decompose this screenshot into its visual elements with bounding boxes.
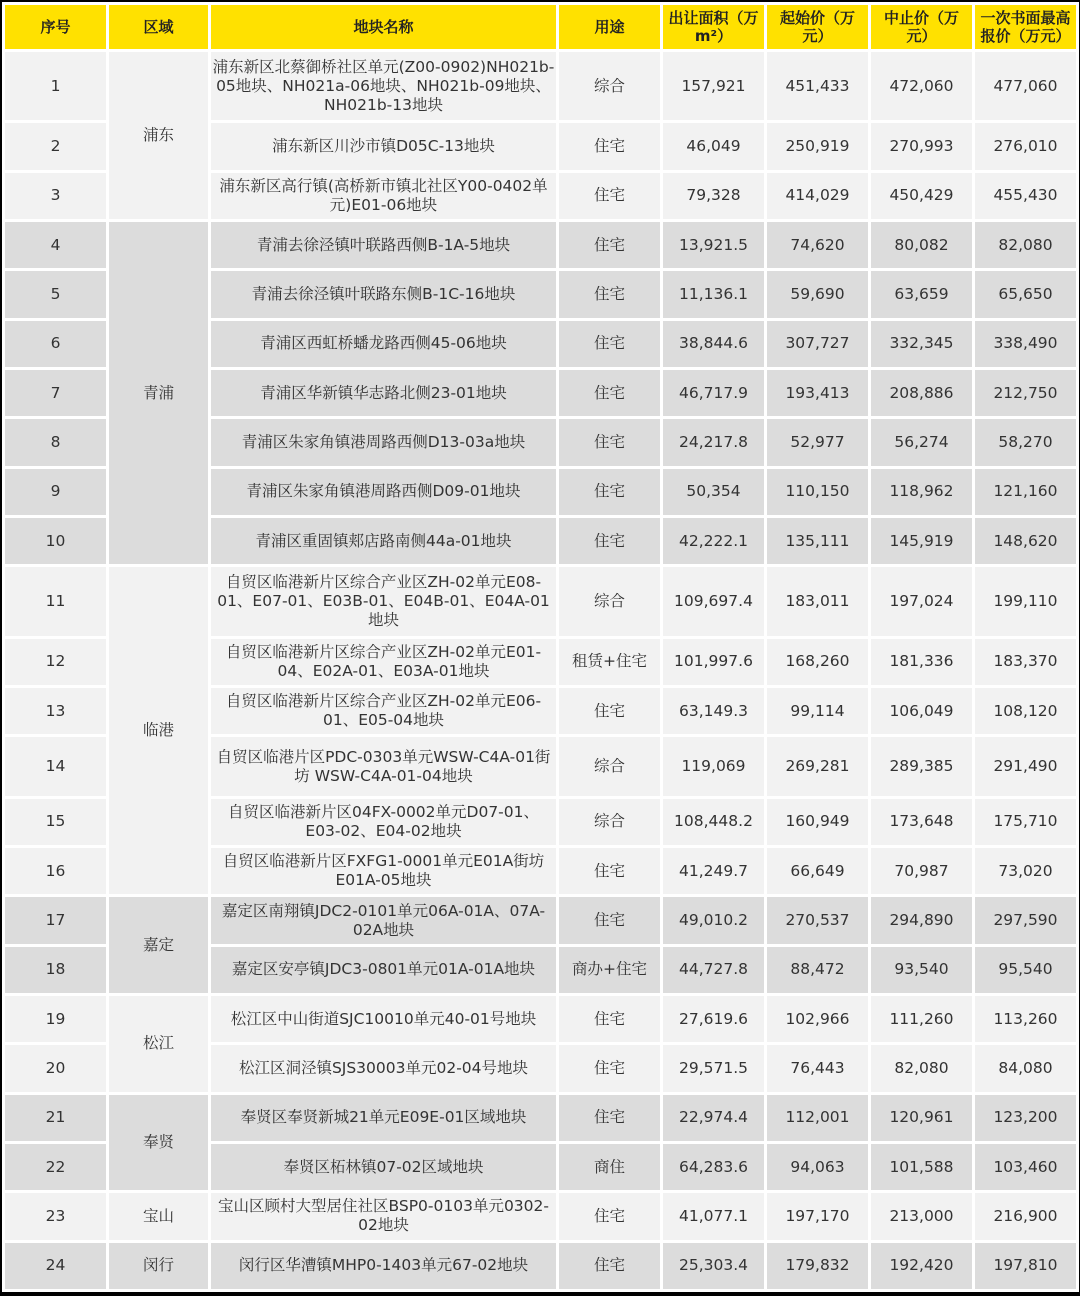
header-top-bid: 一次书面最高报价（万元） — [975, 5, 1076, 49]
usage-cell: 住宅 — [559, 1045, 660, 1091]
top-bid-cell: 95,540 — [975, 947, 1076, 993]
row-seq: 2 — [5, 123, 106, 169]
start-price-cell: 179,832 — [767, 1243, 868, 1289]
stop-price-cell: 70,987 — [871, 848, 972, 894]
row-seq: 18 — [5, 947, 106, 993]
row-seq: 4 — [5, 222, 106, 268]
region-cell: 闵行 — [109, 1243, 208, 1289]
land-parcel-name: 奉贤区柘林镇07-02区域地块 — [211, 1144, 556, 1190]
stop-price-cell: 101,588 — [871, 1144, 972, 1190]
header-name: 地块名称 — [211, 5, 556, 49]
area-cell: 64,283.6 — [663, 1144, 764, 1190]
usage-cell: 住宅 — [559, 848, 660, 894]
usage-cell: 住宅 — [559, 897, 660, 943]
land-parcel-name: 嘉定区安亭镇JDC3-0801单元01A-01A地块 — [211, 947, 556, 993]
top-bid-cell: 65,650 — [975, 271, 1076, 317]
land-parcel-name: 松江区洞泾镇SJS30003单元02-04号地块 — [211, 1045, 556, 1091]
table-row — [5, 222, 1076, 268]
usage-cell: 商住 — [559, 1144, 660, 1190]
start-price-cell: 66,649 — [767, 848, 868, 894]
top-bid-cell: 477,060 — [975, 52, 1076, 120]
row-seq: 22 — [5, 1144, 106, 1190]
area-cell: 41,249.7 — [663, 848, 764, 894]
usage-cell: 住宅 — [559, 173, 660, 219]
usage-cell: 租赁+住宅 — [559, 639, 660, 685]
row-seq: 7 — [5, 370, 106, 416]
usage-cell: 住宅 — [559, 419, 660, 465]
area-cell: 63,149.3 — [663, 688, 764, 734]
start-price-cell: 94,063 — [767, 1144, 868, 1190]
area-cell: 108,448.2 — [663, 799, 764, 845]
region-cell: 青浦 — [109, 222, 208, 564]
top-bid-cell: 183,370 — [975, 639, 1076, 685]
land-parcel-name: 自贸区临港新片区综合产业区ZH-02单元E08-01、E07-01、E03B-01、E04B-01、E04A-01地块 — [211, 567, 556, 635]
top-bid-cell: 338,490 — [975, 321, 1076, 367]
stop-price-cell: 197,024 — [871, 567, 972, 635]
usage-cell: 住宅 — [559, 1193, 660, 1239]
area-cell: 13,921.5 — [663, 222, 764, 268]
top-bid-cell: 216,900 — [975, 1193, 1076, 1239]
usage-cell: 综合 — [559, 799, 660, 845]
area-cell: 157,921 — [663, 52, 764, 120]
start-price-cell: 102,966 — [767, 996, 868, 1042]
stop-price-cell: 450,429 — [871, 173, 972, 219]
table-row — [5, 996, 1076, 1042]
top-bid-cell: 297,590 — [975, 897, 1076, 943]
row-seq: 21 — [5, 1095, 106, 1141]
top-bid-cell: 197,810 — [975, 1243, 1076, 1289]
stop-price-cell: 63,659 — [871, 271, 972, 317]
area-cell: 44,727.8 — [663, 947, 764, 993]
area-cell: 101,997.6 — [663, 639, 764, 685]
area-cell: 24,217.8 — [663, 419, 764, 465]
area-cell: 119,069 — [663, 737, 764, 795]
header-stop-price: 中止价（万元） — [871, 5, 972, 49]
row-seq: 12 — [5, 639, 106, 685]
land-parcel-name: 自贸区临港新片区FXFG1-0001单元E01A街坊E01A-05地块 — [211, 848, 556, 894]
row-seq: 19 — [5, 996, 106, 1042]
area-cell: 49,010.2 — [663, 897, 764, 943]
start-price-cell: 112,001 — [767, 1095, 868, 1141]
land-parcel-name: 青浦区朱家角镇港周路西侧D09-01地块 — [211, 469, 556, 515]
region-cell: 临港 — [109, 567, 208, 894]
stop-price-cell: 118,962 — [871, 469, 972, 515]
region-cell: 宝山 — [109, 1193, 208, 1239]
stop-price-cell: 213,000 — [871, 1193, 972, 1239]
stop-price-cell: 472,060 — [871, 52, 972, 120]
stop-price-cell: 270,993 — [871, 123, 972, 169]
area-cell: 41,077.1 — [663, 1193, 764, 1239]
table-row — [5, 1243, 1076, 1289]
usage-cell: 住宅 — [559, 123, 660, 169]
top-bid-cell: 82,080 — [975, 222, 1076, 268]
header-row — [5, 5, 1076, 49]
table-row — [5, 1095, 1076, 1141]
land-parcel-name: 闵行区华漕镇MHP0-1403单元67-02地块 — [211, 1243, 556, 1289]
area-cell: 46,717.9 — [663, 370, 764, 416]
land-parcel-name: 青浦区朱家角镇港周路西侧D13-03a地块 — [211, 419, 556, 465]
land-parcel-name: 松江区中山街道SJC10010单元40-01号地块 — [211, 996, 556, 1042]
row-seq: 1 — [5, 52, 106, 120]
top-bid-cell: 113,260 — [975, 996, 1076, 1042]
row-seq: 23 — [5, 1193, 106, 1239]
start-price-cell: 110,150 — [767, 469, 868, 515]
start-price-cell: 76,443 — [767, 1045, 868, 1091]
start-price-cell: 197,170 — [767, 1193, 868, 1239]
top-bid-cell: 73,020 — [975, 848, 1076, 894]
region-cell: 嘉定 — [109, 897, 208, 993]
table-row — [5, 567, 1076, 635]
stop-price-cell: 192,420 — [871, 1243, 972, 1289]
start-price-cell: 59,690 — [767, 271, 868, 317]
top-bid-cell: 455,430 — [975, 173, 1076, 219]
stop-price-cell: 80,082 — [871, 222, 972, 268]
land-parcel-name: 浦东新区高行镇(高桥新市镇北社区Y00-0402单元)E01-06地块 — [211, 173, 556, 219]
usage-cell: 住宅 — [559, 1243, 660, 1289]
header-area: 出让面积（万m²） — [663, 5, 764, 49]
stop-price-cell: 173,648 — [871, 799, 972, 845]
top-bid-cell: 108,120 — [975, 688, 1076, 734]
land-parcel-name: 自贸区临港新片区综合产业区ZH-02单元E06-01、E05-04地块 — [211, 688, 556, 734]
area-cell: 27,619.6 — [663, 996, 764, 1042]
land-parcel-name: 青浦区西虹桥蟠龙路西侧45-06地块 — [211, 321, 556, 367]
stop-price-cell: 82,080 — [871, 1045, 972, 1091]
row-seq: 17 — [5, 897, 106, 943]
usage-cell: 住宅 — [559, 1095, 660, 1141]
row-seq: 5 — [5, 271, 106, 317]
land-parcel-name: 青浦去徐泾镇叶联路西侧B-1A-5地块 — [211, 222, 556, 268]
land-parcel-name: 青浦区华新镇华志路北侧23-01地块 — [211, 370, 556, 416]
header-usage: 用途 — [559, 5, 660, 49]
row-seq: 6 — [5, 321, 106, 367]
stop-price-cell: 56,274 — [871, 419, 972, 465]
area-cell: 109,697.4 — [663, 567, 764, 635]
land-parcel-name: 浦东新区川沙市镇D05C-13地块 — [211, 123, 556, 169]
stop-price-cell: 111,260 — [871, 996, 972, 1042]
row-seq: 15 — [5, 799, 106, 845]
top-bid-cell: 175,710 — [975, 799, 1076, 845]
land-parcel-name: 自贸区临港新片区综合产业区ZH-02单元E01-04、E02A-01、E03A-01地块 — [211, 639, 556, 685]
start-price-cell: 135,111 — [767, 518, 868, 564]
top-bid-cell: 276,010 — [975, 123, 1076, 169]
start-price-cell: 193,413 — [767, 370, 868, 416]
start-price-cell: 307,727 — [767, 321, 868, 367]
row-seq: 13 — [5, 688, 106, 734]
top-bid-cell: 148,620 — [975, 518, 1076, 564]
table-row — [5, 52, 1076, 120]
area-cell: 42,222.1 — [663, 518, 764, 564]
start-price-cell: 451,433 — [767, 52, 868, 120]
top-bid-cell: 103,460 — [975, 1144, 1076, 1190]
start-price-cell: 414,029 — [767, 173, 868, 219]
top-bid-cell: 291,490 — [975, 737, 1076, 795]
land-parcel-name: 宝山区顾村大型居住社区BSP0-0103单元0302-02地块 — [211, 1193, 556, 1239]
stop-price-cell: 294,890 — [871, 897, 972, 943]
usage-cell: 住宅 — [559, 321, 660, 367]
start-price-cell: 99,114 — [767, 688, 868, 734]
area-cell: 22,974.4 — [663, 1095, 764, 1141]
stop-price-cell: 106,049 — [871, 688, 972, 734]
usage-cell: 住宅 — [559, 996, 660, 1042]
area-cell: 11,136.1 — [663, 271, 764, 317]
top-bid-cell: 199,110 — [975, 567, 1076, 635]
stop-price-cell: 93,540 — [871, 947, 972, 993]
start-price-cell: 270,537 — [767, 897, 868, 943]
row-seq: 24 — [5, 1243, 106, 1289]
stop-price-cell: 181,336 — [871, 639, 972, 685]
row-seq: 10 — [5, 518, 106, 564]
start-price-cell: 168,260 — [767, 639, 868, 685]
top-bid-cell: 212,750 — [975, 370, 1076, 416]
land-parcel-name: 自贸区临港新片区04FX-0002单元D07-01、E03-02、E04-02地块 — [211, 799, 556, 845]
area-cell: 46,049 — [663, 123, 764, 169]
row-seq: 11 — [5, 567, 106, 635]
land-parcel-name: 浦东新区北蔡御桥社区单元(Z00-0902)NH021b-05地块、NH021a-06地块、NH021b-09地块、NH021b-13地块 — [211, 52, 556, 120]
row-seq: 20 — [5, 1045, 106, 1091]
land-parcel-name: 奉贤区奉贤新城21单元E09E-01区域地块 — [211, 1095, 556, 1141]
land-parcel-name: 自贸区临港片区PDC-0303单元WSW-C4A-01街坊 WSW-C4A-01-04地块 — [211, 737, 556, 795]
stop-price-cell: 289,385 — [871, 737, 972, 795]
region-cell: 奉贤 — [109, 1095, 208, 1191]
top-bid-cell: 123,200 — [975, 1095, 1076, 1141]
usage-cell: 住宅 — [559, 370, 660, 416]
row-seq: 14 — [5, 737, 106, 795]
usage-cell: 综合 — [559, 52, 660, 120]
row-seq: 16 — [5, 848, 106, 894]
area-cell: 25,303.4 — [663, 1243, 764, 1289]
header-seq: 序号 — [5, 5, 106, 49]
top-bid-cell: 121,160 — [975, 469, 1076, 515]
usage-cell: 综合 — [559, 737, 660, 795]
area-cell: 79,328 — [663, 173, 764, 219]
stop-price-cell: 145,919 — [871, 518, 972, 564]
area-cell: 38,844.6 — [663, 321, 764, 367]
area-cell: 29,571.5 — [663, 1045, 764, 1091]
usage-cell: 住宅 — [559, 469, 660, 515]
stop-price-cell: 332,345 — [871, 321, 972, 367]
start-price-cell: 88,472 — [767, 947, 868, 993]
start-price-cell: 52,977 — [767, 419, 868, 465]
usage-cell: 商办+住宅 — [559, 947, 660, 993]
usage-cell: 住宅 — [559, 518, 660, 564]
area-cell: 50,354 — [663, 469, 764, 515]
top-bid-cell: 58,270 — [975, 419, 1076, 465]
start-price-cell: 74,620 — [767, 222, 868, 268]
start-price-cell: 250,919 — [767, 123, 868, 169]
start-price-cell: 269,281 — [767, 737, 868, 795]
row-seq: 9 — [5, 469, 106, 515]
usage-cell: 住宅 — [559, 222, 660, 268]
region-cell: 松江 — [109, 996, 208, 1092]
usage-cell: 住宅 — [559, 271, 660, 317]
header-region: 区域 — [109, 5, 208, 49]
usage-cell: 综合 — [559, 567, 660, 635]
row-seq: 8 — [5, 419, 106, 465]
land-auction-table — [2, 2, 1079, 1292]
land-parcel-name: 嘉定区南翔镇JDC2-0101单元06A-01A、07A-02A地块 — [211, 897, 556, 943]
stop-price-cell: 208,886 — [871, 370, 972, 416]
land-parcel-name: 青浦去徐泾镇叶联路东侧B-1C-16地块 — [211, 271, 556, 317]
land-parcel-name: 青浦区重固镇郏店路南侧44a-01地块 — [211, 518, 556, 564]
start-price-cell: 160,949 — [767, 799, 868, 845]
start-price-cell: 183,011 — [767, 567, 868, 635]
table-row — [5, 897, 1076, 943]
table-row — [5, 1193, 1076, 1239]
header-start-price: 起始价（万元） — [767, 5, 868, 49]
region-cell: 浦东 — [109, 52, 208, 219]
top-bid-cell: 84,080 — [975, 1045, 1076, 1091]
row-seq: 3 — [5, 173, 106, 219]
usage-cell: 住宅 — [559, 688, 660, 734]
stop-price-cell: 120,961 — [871, 1095, 972, 1141]
